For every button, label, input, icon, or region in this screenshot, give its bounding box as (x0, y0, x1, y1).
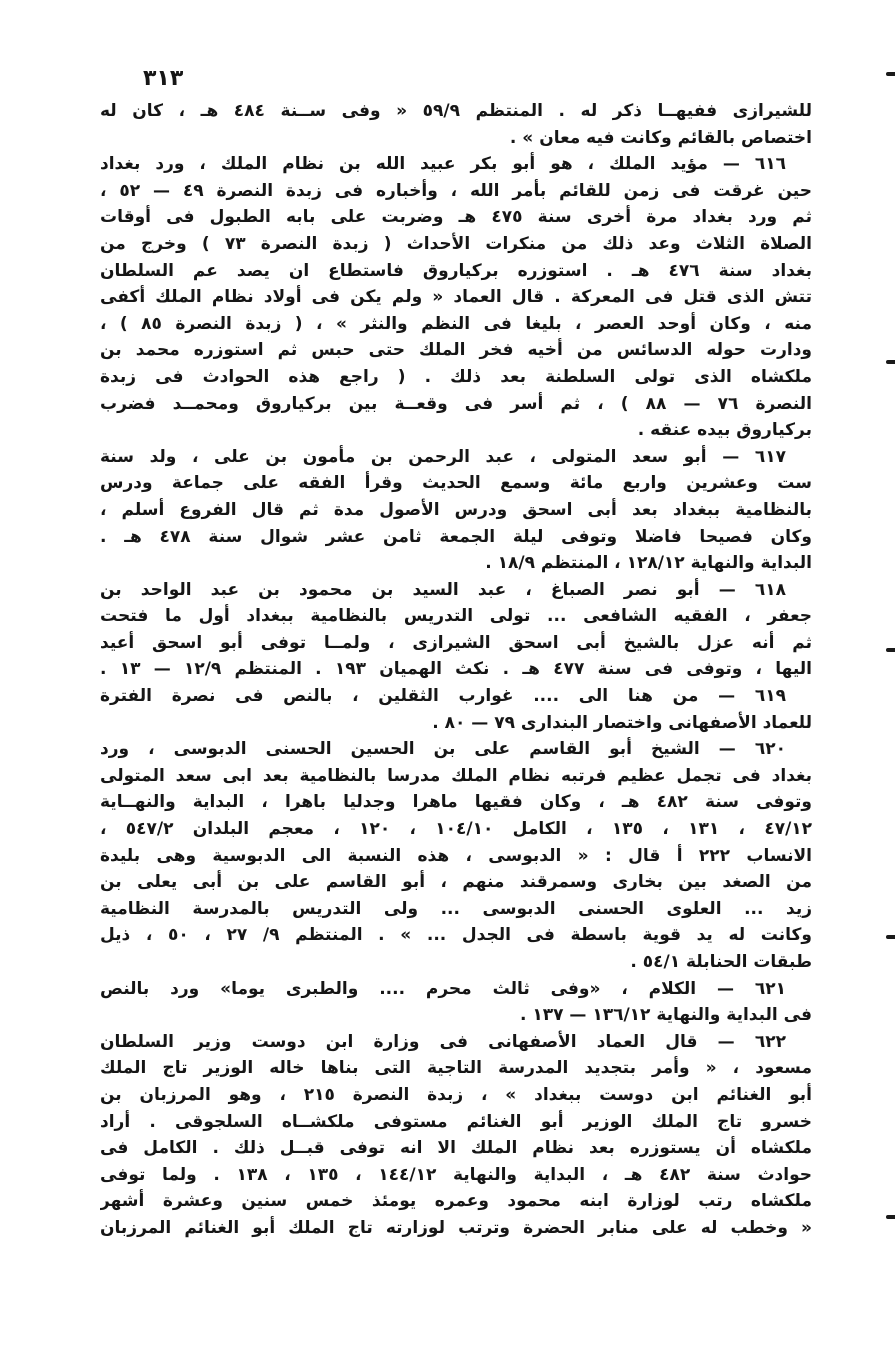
text-line: طبقات الحنابلة ٥٤/١ . (630, 952, 812, 972)
text-line: ٦٢٢ — قال العماد الأصفهانى فى وزارة ابن دوست وزير السلطان (100, 1031, 786, 1052)
text-line: ملكشاه رتب لوزارة ابنه محمود وعمره يومئذ خمس سنين وعشرة أشهر (100, 1191, 812, 1212)
text-line: زيد ... العلوى الحسنى الدبوسى ... ولى التدريس بالمدرسة النظامية (100, 898, 812, 919)
text-line: ٦٢١ — الكلام ، «وفى ثالث محرم .... والطبرى يوما» ورد بالنص (100, 978, 786, 999)
text-line: تتش الذى قتل فى المعركة . قال العماد « ولم يكن فى أولاد نظام الملك أكفى (100, 287, 812, 308)
text-line: ٤٧/١٢ ، ١٣١ ، ١٣٥ ، الكامل ١٠٤/١٠ ، ١٢٠ ، معجم البلدان ٥٤٧/٢ ، (100, 819, 812, 840)
text-line: بركياروق بيده عنقه . (637, 420, 812, 441)
text-line: وكانت له يد قوية باسطة فى الجدل ... » . المنتظم ٩/ ٢٧ ، ٥٠ ، ذيل (100, 925, 812, 946)
text-line: ودارت حوله الدسائس من أخيه فخر الملك حتى حبس ثم استوزره محمد بن (100, 340, 812, 361)
text-line: مسعود ، « وأمر بتجديد المدرسة التاجية التى بناها خاله الوزير تاج الملك (100, 1058, 812, 1079)
text-line: ست وعشرين واربع مائة وسمع الحديث وقرأ الفقه على جماعة ودرس (100, 473, 812, 494)
text-line: بالنظامية ببغداد بعد أبى اسحق ودرس الأصول مدة ثم قال الفروع أسلم ، (100, 499, 812, 520)
page-edge-mark (886, 360, 895, 364)
text-line: ثم أنه عزل بالشيخ أبى اسحق الشيرازى ، ولمــا توفى أبو اسحق أعيد (100, 632, 812, 653)
text-line: ٦١٦ — مؤيد الملك ، هو أبو بكر عبيد الله بن نظام الملك ، ورد بغداد (100, 154, 786, 175)
text-line: جعفر ، الفقيه الشافعى ... تولى التدريس بالنظامية ببغداد أول ما فتحت (100, 606, 812, 627)
text-line: ٦١٧ — أبو سعد المتولى ، عبد الرحمن بن مأمون بن على ، ولد سنة (100, 446, 786, 467)
body-text (100, 98, 812, 1242)
text-line: بغداد سنة ٤٧٦ هـ . استوزره بركياروق فاستطاع ان يصد عم السلطان (100, 260, 812, 281)
text-line: الانساب ٢٢٢ أ قال : « الدبوسى ، هذه النسبة الى الدبوسية وهى بليدة (100, 845, 812, 866)
text-line: ٦٢٠ — الشيخ أبو القاسم على بن الحسين الحسنى الدبوسى ، ورد (100, 739, 786, 760)
text-line: البداية والنهاية ١٢٨/١٢ ، المنتظم ١٨/٩ . (485, 553, 812, 574)
text-line: ثم ورد بغداد مرة أخرى سنة ٤٧٥ هـ وضربت على بابه الطبول فى أوقات (100, 207, 812, 228)
text-line: النصرة ٧٦ — ٨٨ ) ، ثم أسر فى وقعــة بين بركياروق ومحمــد فضرب (100, 393, 812, 414)
text-line: وكان فصيحا فاضلا وتوفى ليلة الجمعة ثامن عشر شوال سنة ٤٧٨ هـ . (100, 526, 812, 547)
text-line: اختصاص بالقائم وكانت فيه معان » . (509, 127, 812, 148)
page-edge-mark (886, 1215, 895, 1219)
text-line: للعماد الأصفهانى واختصار البندارى ٧٩ — ٨٠ . (432, 712, 812, 733)
page-edge-mark (886, 935, 895, 939)
text-line: للشيرازى ففيهــا ذكر له . المنتظم ٥٩/٩ « وفى ســنة ٤٨٤ هـ ، كان له (100, 101, 812, 121)
text-line: بغداد فى تجمل عظيم فرتبه نظام الملك مدرسا بالنظامية بعد ابى سعد المتولى (100, 765, 812, 786)
text-line: حين غرقت فى زمن للقائم بأمر الله ، وأخباره فى زبدة النصرة ٤٩ — ٥٢ ، (100, 180, 812, 201)
text-line: منه ، وكان أوحد العصر ، بليغا فى النظم والنثر » ، ( زبدة النصرة ٨٥ ) ، (100, 313, 812, 334)
text-line: ٦١٩ — من هنا الى .... غوارب الثقلين ، بالنص فى نصرة الفترة (100, 686, 786, 707)
text-line: وتوفى سنة ٤٨٢ هـ ، وكان فقيها ماهرا وجدليا باهرا ، البداية والنهــاية (100, 792, 812, 813)
text-line: ملكشاه أن يستوزره بعد نظام الملك الا انه توفى قبــل ذلك . الكامل فى (100, 1138, 812, 1159)
text-line: ٦١٨ — أبو نصر الصباغ ، عبد السيد بن محمود بن عبد الواحد بن (100, 579, 786, 600)
text-line: اليها ، وتوفى فى سنة ٤٧٧ هـ . نكث الهميان ١٩٣ . المنتظم ١٢/٩ — ١٣ . (100, 659, 812, 680)
text-line: من الصغد بين بخارى وسمرقند منهم ، أبو القاسم على بن أبى يعلى بن (100, 872, 812, 893)
text-line: حوادث سنة ٤٨٢ هـ ، البداية والنهاية ١٤٤/١٢ ، ١٣٥ ، ١٣٨ . ولما توفى (100, 1164, 812, 1185)
text-line: فى البداية والنهاية ١٣٦/١٢ — ١٣٧ . (519, 1005, 812, 1026)
text-line: خسرو تاج الملك الوزير أبو الغنائم مستوفى ملكشــاه السلجوقى . أراد (100, 1111, 812, 1132)
page-number: ٣١٣ (143, 66, 184, 91)
page-edge-mark (886, 648, 895, 652)
text-line: « وخطب له على منابر الحضرة وترتب لوزارته تاج الملك أبو الغنائم المرزبان (100, 1217, 812, 1238)
text-line: الصلاة الثلاث وعد ذلك من منكرات الأحداث ( زبدة النصرة ٧٣ ) وخرج من (100, 233, 812, 254)
text-line: ملكشاه الذى تولى السلطنة بعد ذلك . ( راجع هذه الحوادث فى زبدة (100, 366, 812, 387)
text-line: أبو الغنائم ابن دوست ببغداد » ، زبدة النصرة ٢١٥ ، وهو المرزبان بن (100, 1084, 812, 1105)
page-edge-mark (886, 72, 895, 76)
